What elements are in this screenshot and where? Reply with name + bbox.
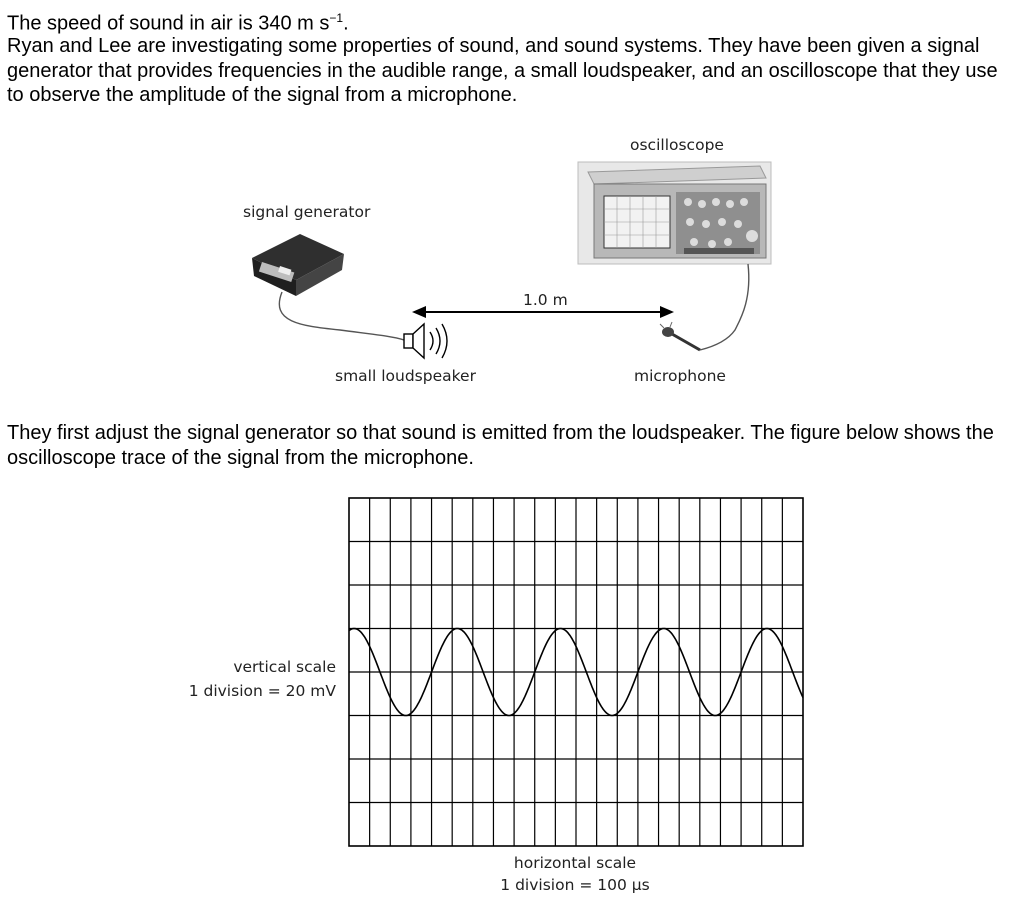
- speed-statement-period: .: [343, 12, 349, 35]
- oscilloscope-icon: [578, 162, 771, 264]
- loudspeaker-label: small loudspeaker: [335, 367, 476, 385]
- unit-exponent: −1: [329, 11, 344, 25]
- generator-cable: [279, 292, 404, 340]
- horizontal-scale-value: 1 division = 100 μs: [500, 876, 650, 894]
- speed-statement-text: The speed of sound in air is 340 m s: [7, 12, 330, 35]
- horizontal-scale-title: horizontal scale: [513, 854, 637, 872]
- oscilloscope-label: oscilloscope: [630, 136, 724, 154]
- microphone-label: microphone: [634, 367, 726, 385]
- vertical-scale-title: vertical scale: [233, 658, 336, 676]
- loudspeaker-icon: [404, 324, 447, 358]
- oscilloscope-grid: [349, 498, 803, 846]
- signal-generator-icon: [252, 234, 344, 296]
- microphone-cable: [700, 264, 749, 350]
- distance-label: 1.0 m: [523, 291, 568, 309]
- microphone-icon: [660, 322, 700, 350]
- vertical-scale-value: 1 division = 20 mV: [188, 682, 336, 700]
- signal-generator-label: signal generator: [243, 203, 371, 221]
- trace-paragraph: They first adjust the signal generator so that sound is emitted from the loudspeaker. The figure below shows the oscilloscope trace of the signal from the microphone.: [7, 422, 994, 469]
- intro-paragraph: Ryan and Lee are investigating some properties of sound, and sound systems. They have been given a signal generator that provides frequencies in the audible range, a small loudspeaker, and an oscilloscope that they use to observe the amplitude of the signal from a microphone.: [7, 35, 998, 106]
